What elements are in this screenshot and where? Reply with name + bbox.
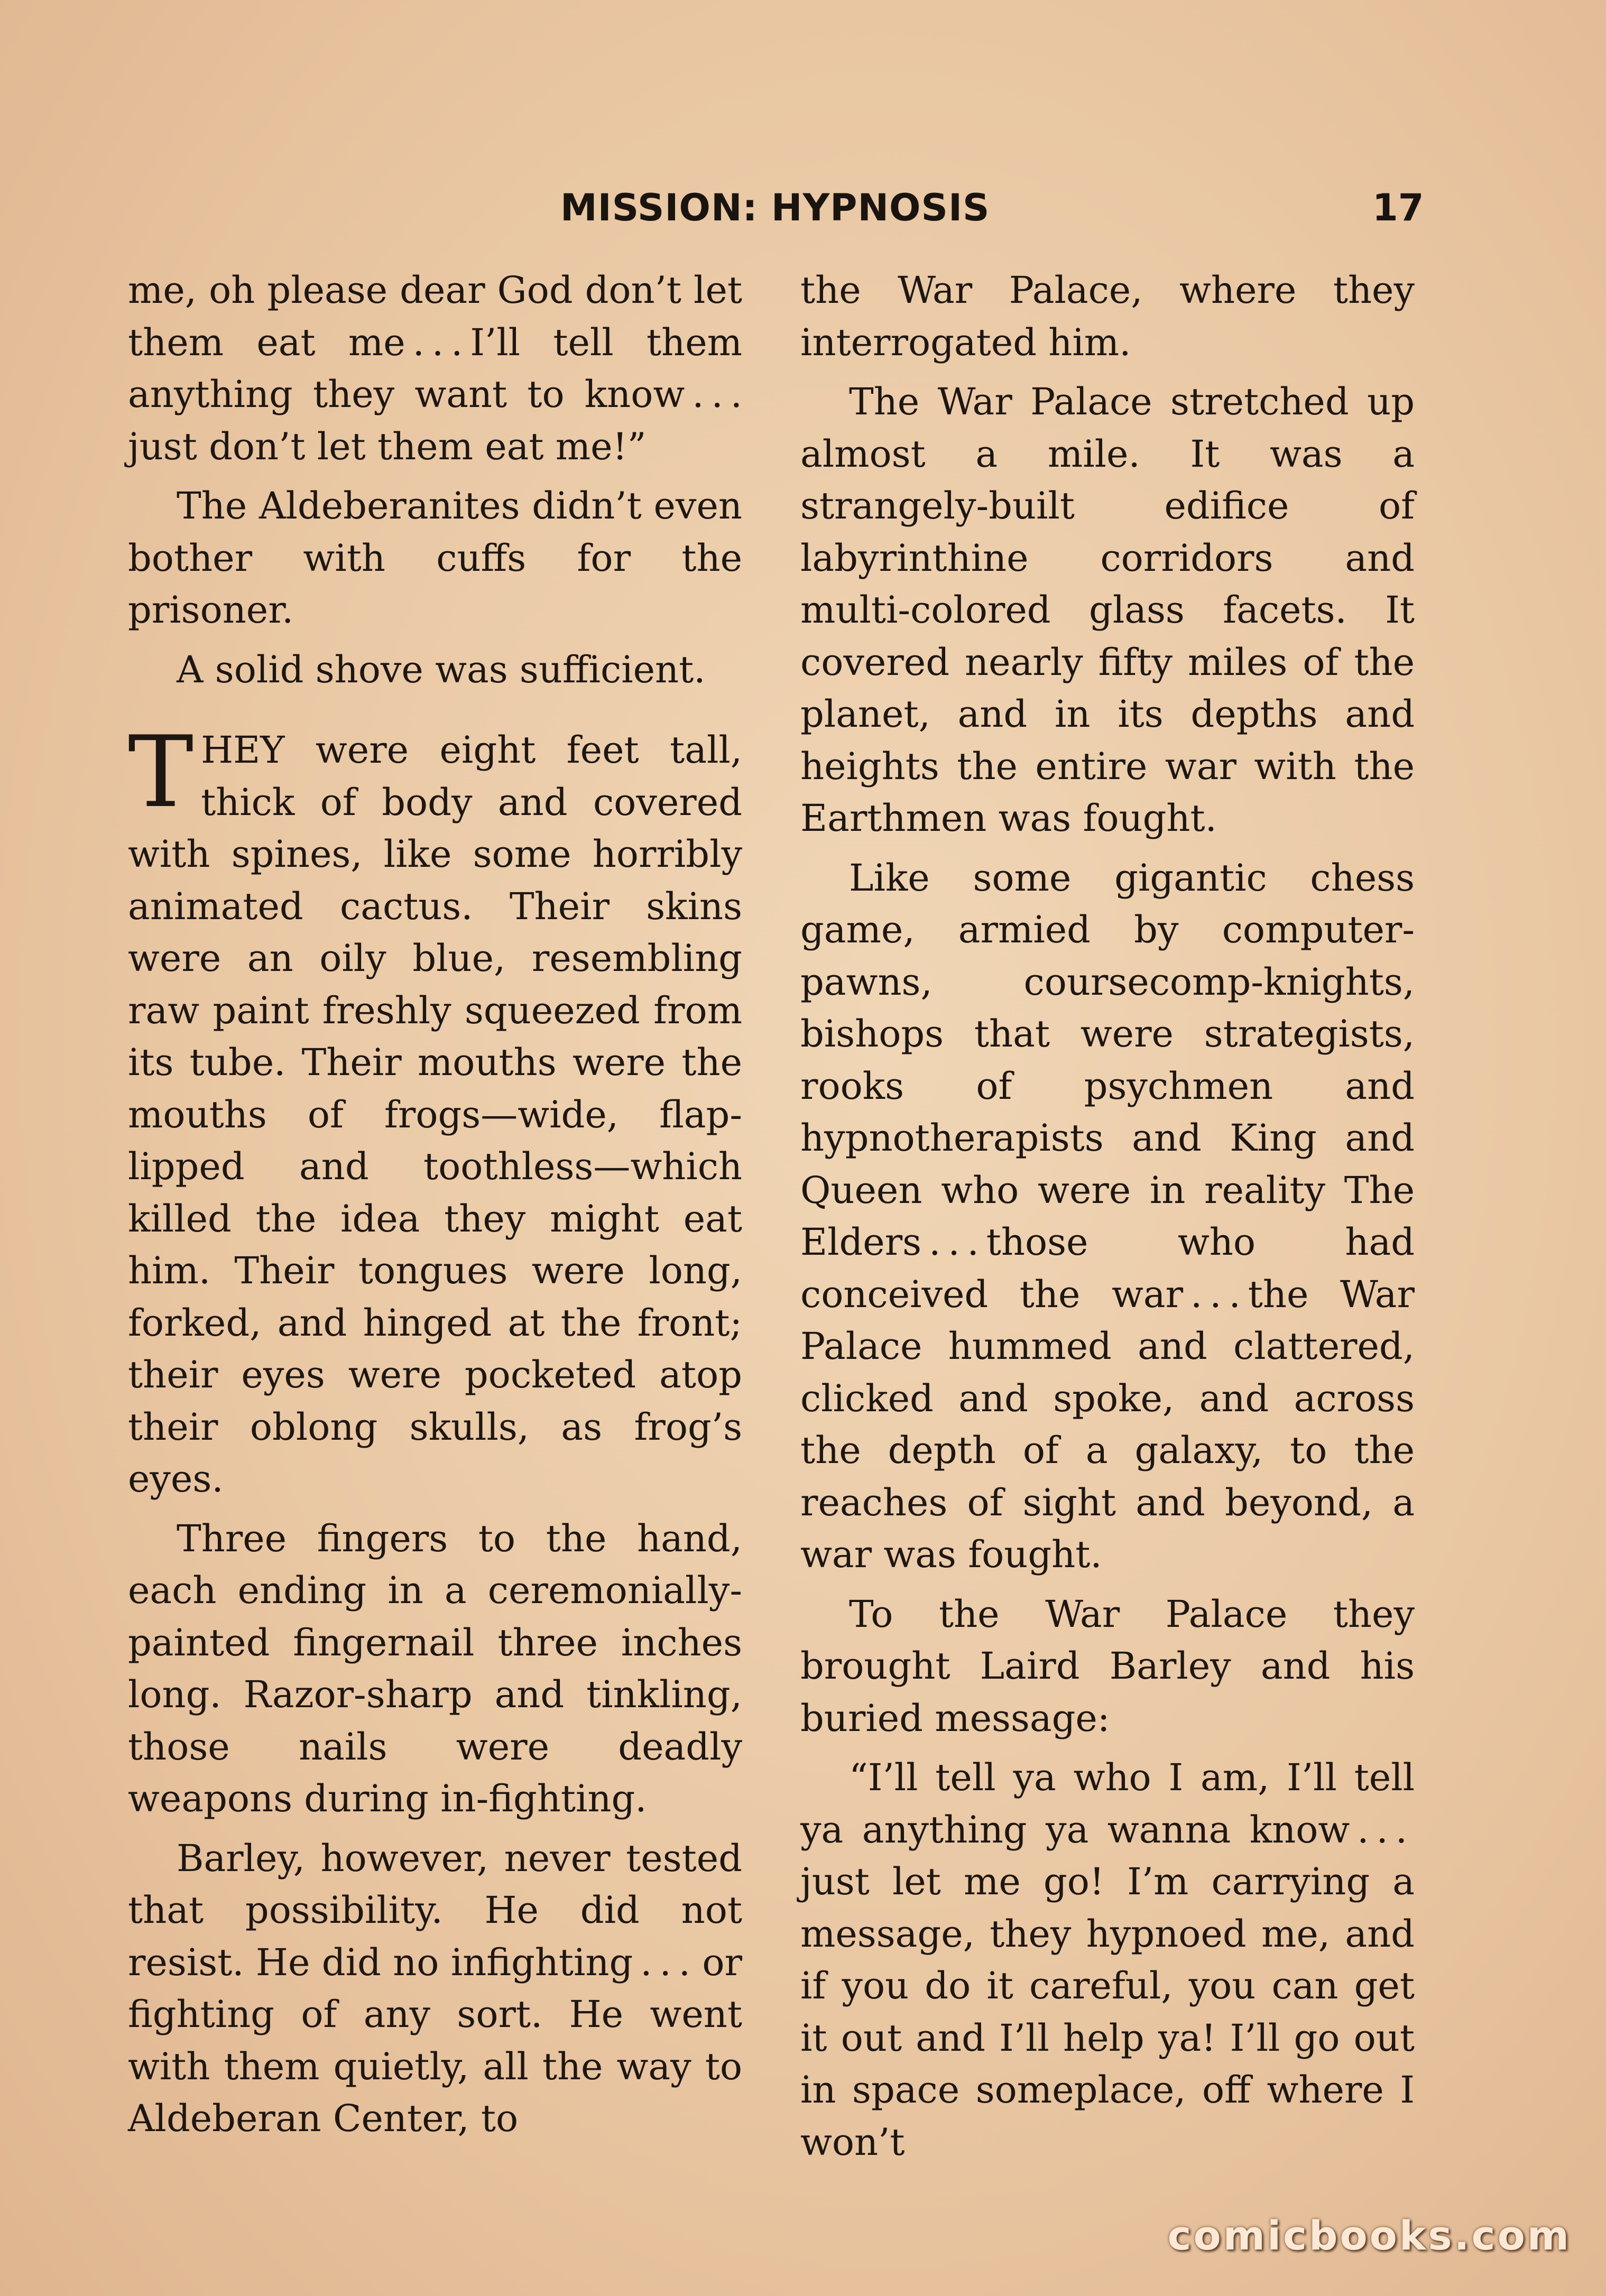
right-column <box>800 264 1415 2175</box>
paragraph: The War Palace stretched up almost a mile. It was a strangely-built edifice of labyrinthine corridors and multi-colored glass facets. It covered nearly fifty miles of the planet, and in its depths and heights the entire war with the Earthmen was fought. <box>800 380 1415 840</box>
running-title: MISSION: HYPNOSIS <box>560 186 990 229</box>
paragraph: Barley, however, never tested that possibility. He did not resist. He did no infighting . . . or fighting of any sort. He went with them quietly, all the way to Aldeberan Center, to <box>128 1836 742 2140</box>
paragraph: To the War Palace they brought Laird Barley and his buried message: <box>800 1592 1415 1740</box>
paragraph-dropcap <box>128 715 742 1505</box>
paragraph: the War Palace, where they interrogated him. <box>800 269 1415 364</box>
paragraph: me, oh please dear God don’t let them eat me . . . I’ll tell them anything they want to know . . . just don’t let them eat me!” <box>128 269 742 468</box>
page-number: 17 <box>1372 186 1424 229</box>
watermark-text: comicbooks.com <box>1167 2212 1571 2259</box>
drop-cap-initial: T <box>128 715 194 829</box>
left-column <box>128 264 742 2152</box>
section-break <box>128 703 742 724</box>
paragraph: Like some gigantic chess game, armied by computer-pawns, coursecomp-knights, bishops that were strategists, rooks of psychmen and hypnotherapists and King and Queen who were in reality The Elders . . . those who had conceived the war . . . the War Palace hummed and clattered, clicked and spoke, and across the depth of a galaxy, to the reaches of sight and beyond, a war was fought. <box>800 856 1415 1576</box>
paragraph-text: HEY were eight feet tall, thick of body and covered with spines, like some horribly animated cactus. Their skins were an oily blue, resembling raw paint freshly squeezed from its tube. Their mouths were the mouths of frogs—wide, flap-lipped and toothless—which killed the idea they might eat him. Their tongues were long, forked, and hinged at the front; their eyes were pocketed atop their oblong skulls, as frog’s eyes. <box>128 728 742 1501</box>
paragraph: Three fingers to the hand, each ending in a ceremonially-painted fingernail three inches long. Razor-sharp and tinkling, those nails were deadly weapons during in-fighting. <box>128 1516 742 1820</box>
paragraph: The Aldeberanites didn’t even bother with cuffs for the prisoner. <box>128 484 742 632</box>
paragraph: A solid shove was sufficient. <box>177 647 706 691</box>
paragraph: “I’ll tell ya who I am, I’ll tell ya anything ya wanna know . . . just let me go! I’m carrying a message, they hypnoed me, and if you do it careful, you can get it out and I’ll help ya! I’ll go out in space someplace, off where I won’t <box>800 1756 1415 2164</box>
